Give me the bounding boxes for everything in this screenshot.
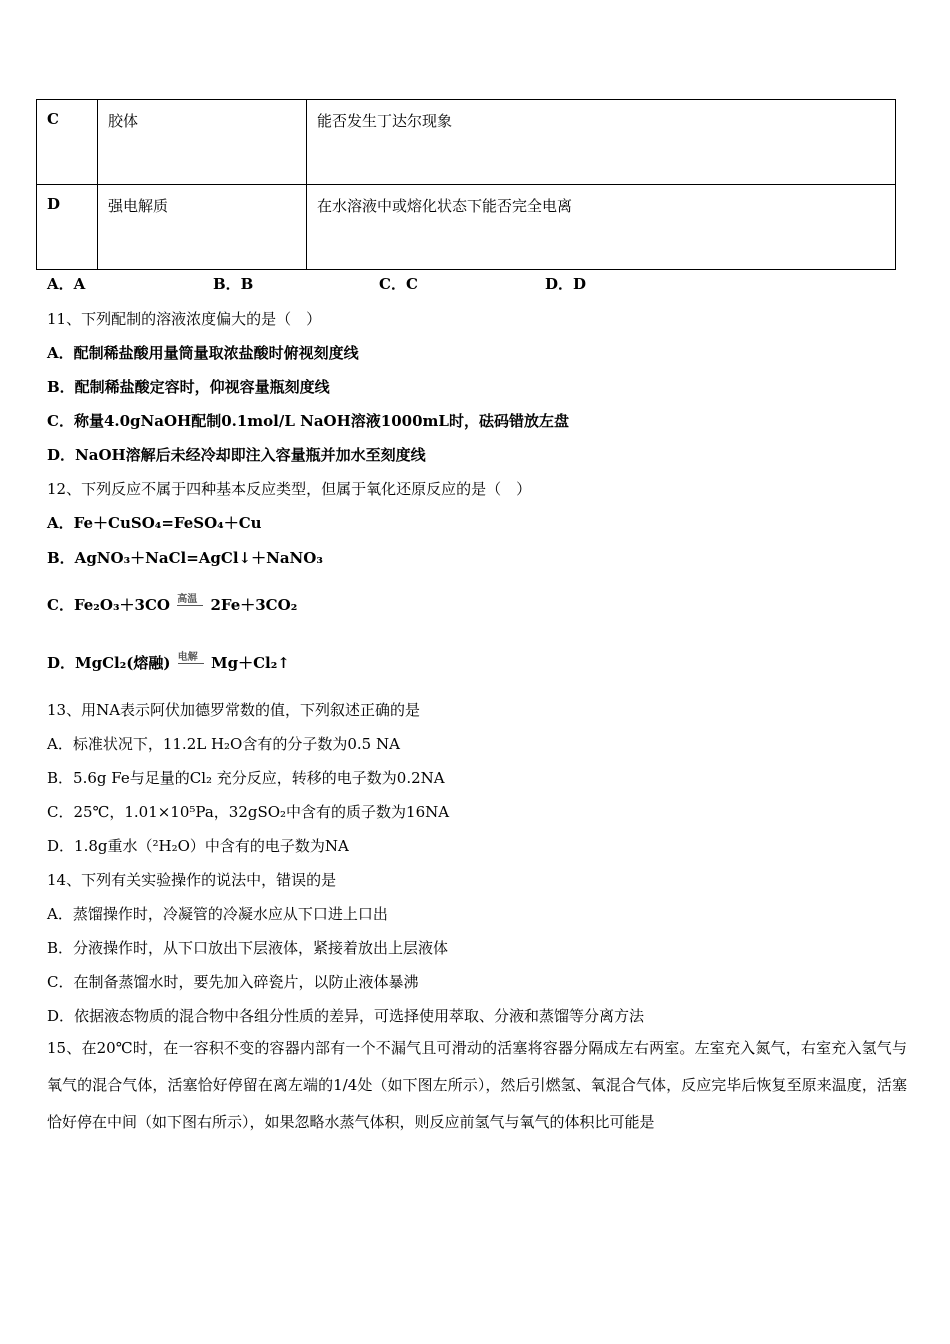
q13-option-a[interactable]: A．标准状况下，11.2L H₂O含有的分子数为0.5 NA (47, 735, 400, 753)
q10-options (47, 273, 711, 294)
q14-stem: 14、下列有关实验操作的说法中，错误的是 (47, 871, 337, 889)
row-key: D (37, 185, 98, 270)
equation-left: D．MgCl₂(熔融) (47, 654, 171, 672)
row-criterion: 在水溶液中或熔化状态下能否完全电离 (307, 185, 896, 270)
q11-stem: 11、下列配制的溶液浓度偏大的是（ ） (47, 310, 322, 328)
table-row (37, 100, 896, 185)
row-term: 胶体 (98, 100, 307, 185)
q14-option-a[interactable]: A．蒸馏操作时，冷凝管的冷凝水应从下口进上口出 (47, 905, 388, 923)
q12-option-b[interactable]: B．AgNO₃＋NaCl=AgCl↓＋NaNO₃ (47, 549, 323, 567)
equation-left: C．Fe₂O₃＋3CO (47, 596, 170, 614)
q12-option-c[interactable] (47, 594, 297, 615)
row-term: 强电解质 (98, 185, 307, 270)
q15-stem: 15、在20℃时，在一容积不变的容器内部有一个不漏气且可滑动的活塞将容器分隔成左右两室。左室充入氮气，右室充入氢气与氧气的混合气体，活塞恰好停留在离左端的1/4处（如下图左所示），然后引燃氢、氧混合气体，反应完毕后恢复至原来温度，活塞恰好停在中间（如下图右所示），如果忽略水蒸气体积，则反应前氢气与氧气的体积比可能是 (47, 1039, 907, 1131)
q11-option-b[interactable]: B．配制稀盐酸定容时，仰视容量瓶刻度线 (47, 378, 330, 396)
equation-right: 2Fe＋3CO₂ (210, 596, 298, 614)
q11-option-c[interactable]: C．称量4.0gNaOH配制0.1mol/L NaOH溶液1000mL时，砝码错放左盘 (47, 412, 569, 430)
q14-option-d[interactable]: D．依据液态物质的混合物中各组分性质的差异，可选择使用萃取、分液和蒸馏等分离方法 (47, 1007, 645, 1025)
option-a[interactable]: A．A (47, 275, 86, 293)
table-row (37, 185, 896, 270)
classification-table (36, 99, 896, 270)
q12-option-a[interactable]: A．Fe＋CuSO₄=FeSO₄＋Cu (47, 514, 262, 532)
q11-option-d[interactable]: D．NaOH溶解后未经冷却即注入容量瓶并加水至刻度线 (47, 446, 426, 464)
row-key: C (37, 100, 98, 185)
option-b[interactable]: B．B (213, 275, 254, 293)
q14-option-b[interactable]: B．分液操作时，从下口放出下层液体，紧接着放出上层液体 (47, 939, 449, 957)
equation-right: Mg＋Cl₂↑ (210, 654, 290, 672)
row-criterion: 能否发生丁达尔现象 (307, 100, 896, 185)
q14-option-c[interactable]: C．在制备蒸馏水时，要先加入碎瓷片，以防止液体暴沸 (47, 973, 419, 991)
q13-stem: 13、用NA表示阿伏加德罗常数的值，下列叙述正确的是 (47, 701, 421, 719)
q13-option-b[interactable]: B．5.6g Fe与足量的Cl₂ 充分反应，转移的电子数为0.2NA (47, 769, 445, 787)
option-c[interactable]: C．C (379, 275, 418, 293)
q12-option-d[interactable] (47, 652, 290, 673)
q13-option-c[interactable]: C．25℃，1.01×10⁵Pa，32gSO₂中含有的质子数为16NA (47, 803, 450, 821)
option-d[interactable]: D．D (545, 275, 587, 293)
q11-option-a[interactable]: A．配制稀盐酸用量筒量取浓盐酸时俯视刻度线 (47, 344, 359, 362)
reaction-condition: 电解 (178, 663, 204, 665)
reaction-condition: 高温 (177, 605, 203, 607)
q13-option-d[interactable]: D．1.8g重水（²H₂O）中含有的电子数为NA (47, 837, 349, 855)
q12-stem: 12、下列反应不属于四种基本反应类型，但属于氧化还原反应的是（ ） (47, 480, 532, 498)
